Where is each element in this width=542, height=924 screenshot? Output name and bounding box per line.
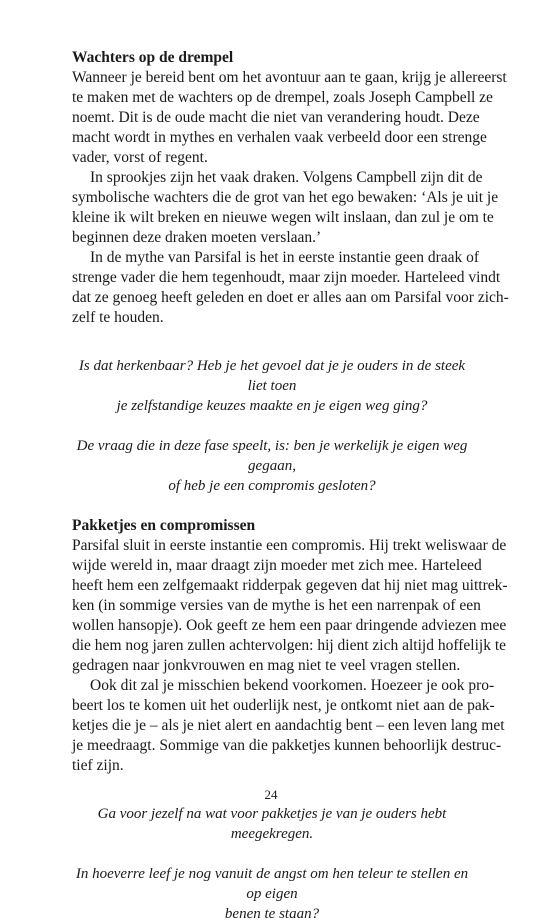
text-line: ketjes die je – als je niet alert en aandachtig bent – een leven lang met — [72, 717, 505, 734]
paragraph — [72, 248, 509, 328]
question-line: In hoeverre leef je nog vanuit de angst om hen teleur te stellen en op eigen — [75, 866, 469, 902]
spacer — [72, 328, 472, 356]
question-line: Is dat herkenbaar? Heb je het gevoel dat je je ouders in de steek liet toen — [78, 358, 466, 394]
question-line: Ga voor jezelf na wat voor pakketjes je van je ouders hebt meegekregen. — [97, 806, 447, 842]
reflection-question — [72, 356, 472, 416]
text-line: wijde wereld in, maar draagt zijn moeder met zich mee. Harteleed — [72, 557, 482, 574]
text-line: gedragen naar jonkvrouwen en mag niet te veel vragen stellen. — [72, 657, 461, 674]
text-line: te maken met de wachters op de drempel, zoals Joseph Campbell ze — [72, 89, 493, 106]
paragraph — [72, 536, 508, 676]
text-line: wollen hansopje). Ook geeft ze hem een paar dringende adviezen mee — [72, 617, 507, 634]
section-heading-pakketjes: Pakketjes en compromissen — [72, 517, 256, 534]
paragraph — [72, 68, 507, 168]
text-line: beginnen deze draken moeten verslaan.’ — [72, 229, 322, 246]
paragraph — [72, 676, 505, 776]
text-line: tief zijn. — [72, 757, 124, 774]
text-line: je meedraagt. Sommige van die pakketjes kunnen behoorlijk destruc- — [72, 737, 502, 754]
text-line: Parsifal sluit in eerste instantie een compromis. Hij trekt weliswaar de — [72, 537, 507, 554]
text-line: zelf te houden. — [72, 309, 164, 326]
spacer — [72, 844, 472, 864]
text-line: ken (in sommige versies van de mythe is het een narrenpak of een — [72, 597, 481, 614]
text-line: In de mythe van Parsifal is het in eerste instantie geen draak of — [90, 249, 480, 266]
text-line: symbolische wachters die de grot van het ego bewaken: ‘Als je uit je — [72, 189, 499, 206]
text-line: beert los te komen uit het ouderlijk nest, je ontkomt niet aan de pak- — [72, 697, 495, 714]
reflection-question — [72, 804, 472, 844]
text-line: vader, vorst of regent. — [72, 149, 208, 166]
text-line: kleine ik wilt breken en nieuwe wegen wilt inslaan, dan zul je om te — [72, 209, 494, 226]
question-line: De vraag die in deze fase speelt, is: ben je werkelijk je eigen weg gegaan, — [76, 438, 468, 474]
text-line: In sprookjes zijn het vaak draken. Volgens Campbell zijn dit de — [90, 169, 483, 186]
reflection-question — [72, 436, 472, 496]
page-number: 24 — [264, 787, 278, 802]
text-line: noemt. Dit is de oude macht die niet van verandering houdt. Deze — [72, 109, 480, 126]
text-line: die hem nog jaren zullen achtervolgen: hij dient zich altijd hoffelijk te — [72, 637, 506, 654]
reflection-question — [72, 864, 472, 924]
section-heading-wachters: Wachters op de drempel — [72, 49, 234, 66]
text-line: heeft hem een zelfgemaakt ridderpak gegeven dat hij niet mag uittrek- — [72, 577, 508, 594]
text-line: Ook dit zal je misschien bekend voorkomen. Hoezeer je ook pro- — [90, 677, 495, 694]
question-line: je zelfstandige keuzes maakte en je eigen weg ging? — [116, 398, 428, 414]
question-line: benen te staan? — [224, 906, 320, 922]
text-line: macht wordt in mythes en verhalen vaak verbeeld door een strenge — [72, 129, 487, 146]
book-page — [72, 48, 509, 922]
paragraph — [72, 168, 499, 248]
spacer — [72, 416, 472, 436]
question-line: of heb je een compromis gesloten? — [168, 478, 376, 494]
spacer — [72, 496, 472, 516]
text-line: dat ze genoeg heeft geleden en doet er alles aan om Parsifal voor zich- — [72, 289, 509, 306]
text-line: strenge vader die hem tegenhoudt, maar zijn moeder. Harteleed vindt — [72, 269, 501, 286]
text-line: Wanneer je bereid bent om het avontuur aan te gaan, krijg je allereerst — [72, 69, 507, 86]
